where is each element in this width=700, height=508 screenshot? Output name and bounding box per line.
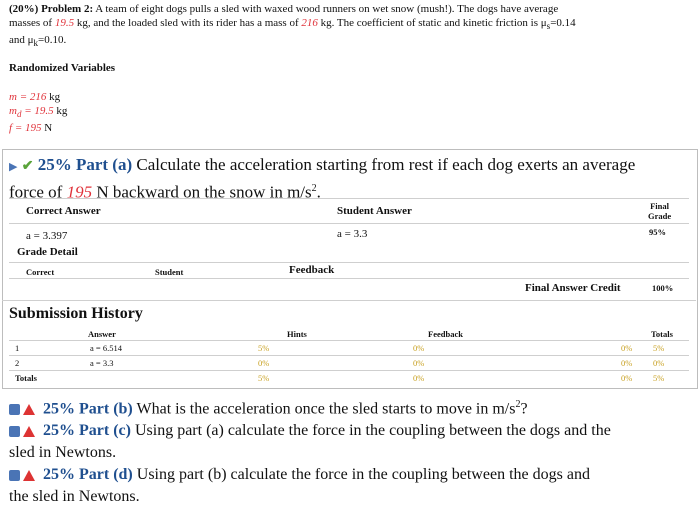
part-d-text1: Using part (b) calculate the force in the coupling between the dogs and (136, 466, 590, 484)
row-answer: a = 6.514 (90, 343, 122, 353)
sh-col-feedback: Feedback (428, 329, 463, 339)
var-f: f = 195 N (9, 122, 53, 135)
row-p2: 0% (413, 358, 425, 368)
part-a-text2b: N backward on the snow in m/s (96, 182, 312, 202)
part-c-pct: 25% (43, 422, 75, 440)
divider (9, 340, 689, 341)
mu-s-value: =0.14 (550, 17, 576, 29)
pencil-icon[interactable] (9, 404, 20, 415)
mu-k-value: =0.10. (38, 34, 67, 47)
warning-icon (23, 404, 35, 415)
part-a-header[interactable] (9, 154, 693, 204)
row-p1: 0% (258, 358, 270, 368)
row-answer: a = 3.3 (90, 358, 114, 368)
divider (9, 355, 689, 356)
row-total: 5% (653, 343, 665, 353)
expand-arrow-icon[interactable]: ▶ (9, 161, 18, 173)
totals-p1: 5% (258, 373, 270, 383)
part-c-text2: sled in Newtons. (9, 444, 117, 462)
part-a-pct: 25% (37, 155, 72, 174)
grade-detail-title: Grade Detail (17, 246, 78, 258)
var-m: m = 216 kg (9, 91, 61, 103)
sh-col-hints: Hints (287, 329, 307, 339)
final-grade-header: Final Grade (648, 201, 672, 221)
part-b-exp: 2 (515, 399, 521, 410)
divider (9, 198, 689, 199)
part-c-label: Part (c) (79, 422, 131, 440)
totals-p2: 0% (413, 373, 425, 383)
problem-prefix: (20%) Problem 2: (9, 3, 94, 15)
mu-s-sub: s (546, 21, 551, 32)
randomized-variables-title: Randomized Variables (9, 62, 116, 74)
pencil-icon[interactable] (9, 470, 20, 481)
warning-icon (23, 470, 35, 481)
final-answer-credit-label: Final Answer Credit (525, 282, 621, 294)
divider (9, 262, 689, 263)
part-b-end: ? (520, 400, 528, 418)
dog-mass-value: 19.5 (54, 17, 75, 29)
problem-line2a: masses of (9, 17, 53, 29)
row-num: 1 (15, 343, 20, 353)
problem-line2b: kg, and the loaded sled with its rider has a mass of (76, 17, 299, 29)
row-p3: 0% (621, 343, 633, 353)
part-c-text1: Using part (a) calculate the force in the coupling between the dogs and the (134, 422, 611, 440)
submission-history-title: Submission History (9, 305, 143, 322)
grade-detail-col-feedback: Feedback (289, 264, 335, 276)
final-grade-value: 95% (649, 227, 666, 237)
problem-line1: A team of eight dogs pulls a sled with waxed wood runners on wet snow (mush!). The dogs have average (95, 3, 559, 15)
remaining-parts (9, 394, 699, 508)
part-b-row[interactable] (9, 394, 699, 420)
part-c-row[interactable] (9, 420, 699, 442)
part-b-label: Part (b) (79, 400, 133, 418)
totals-p3: 0% (621, 373, 633, 383)
divider (9, 370, 689, 371)
part-d-label: Part (d) (79, 466, 133, 484)
student-answer-header: Student Answer (337, 205, 412, 217)
part-a-exp: 2 (311, 183, 317, 194)
part-a-text2a: force of (9, 182, 63, 202)
randomized-variables-list (9, 90, 67, 135)
student-answer-value: a = 3.3 (337, 228, 368, 240)
part-d-pct: 25% (43, 466, 75, 484)
totals-label: Totals (15, 373, 37, 383)
part-b-pct: 25% (43, 400, 75, 418)
problem-line2c: kg. The coefficient of static and kinetic friction is μ (320, 17, 547, 29)
part-a-text1: Calculate the acceleration starting from rest if each dog exerts an average (136, 155, 636, 174)
row-total: 0% (653, 358, 665, 368)
final-answer-credit-value: 100% (652, 283, 674, 293)
part-a-force: 195 (66, 182, 93, 202)
sh-col-totals: Totals (651, 329, 673, 339)
divider (9, 223, 689, 224)
grade-detail-col-student: Student (155, 267, 184, 277)
part-b-text: What is the acceleration once the sled starts to move in m/s (136, 400, 516, 418)
divider (2, 300, 696, 301)
row-num: 2 (15, 358, 20, 368)
part-d-text2: the sled in Newtons. (9, 488, 140, 506)
divider (9, 278, 689, 279)
problem-statement (9, 2, 699, 50)
pencil-icon[interactable] (9, 426, 20, 437)
mu-k-sub: k (33, 38, 39, 49)
part-a-text2c: . (316, 182, 321, 202)
var-md: $m_d = 19.5$ kg (9, 105, 68, 120)
checkmark-icon: ✔ (21, 159, 34, 174)
row-p1: 5% (258, 343, 270, 353)
correct-answer-value: a = 3.397 (26, 230, 68, 242)
row-p2: 0% (413, 343, 425, 353)
problem-line3a: and μ (9, 34, 34, 47)
grade-detail-col-correct: Correct (26, 267, 55, 277)
warning-icon (23, 426, 35, 437)
part-a-label: Part (a) (75, 155, 133, 174)
totals-total: 5% (653, 373, 665, 383)
part-d-row[interactable] (9, 464, 699, 486)
sled-mass-value: 216 (301, 17, 318, 29)
row-p3: 0% (621, 358, 633, 368)
correct-answer-header: Correct Answer (26, 205, 101, 217)
sh-col-answer: Answer (88, 329, 116, 339)
